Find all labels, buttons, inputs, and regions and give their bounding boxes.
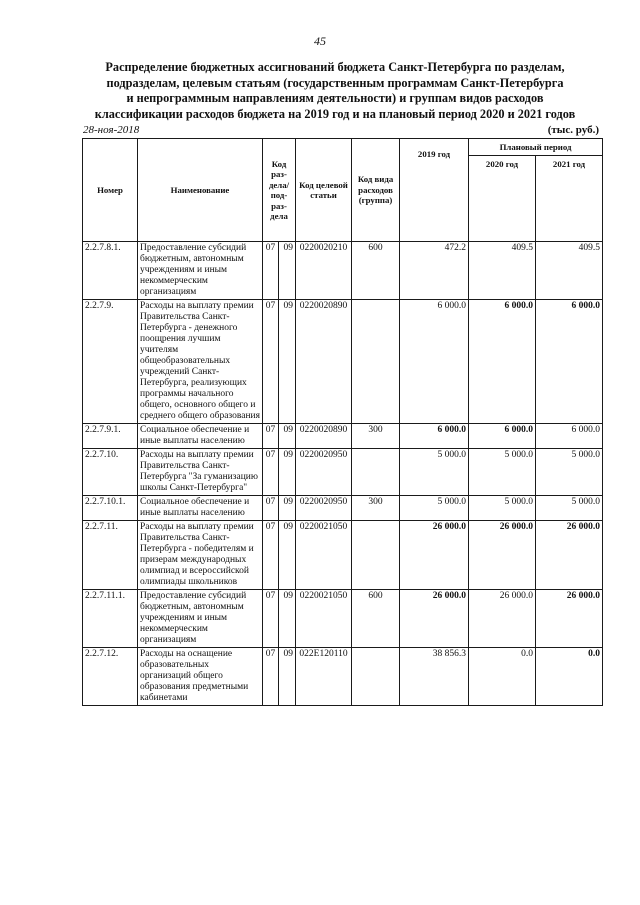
row-target: 0220020950 bbox=[296, 449, 352, 496]
row-subsection: 09 bbox=[279, 496, 296, 521]
row-2019: 26 000.0 bbox=[400, 521, 469, 590]
row-name: Предоставление субсидий бюджетным, автономным учреждениям и иным некоммерческим организациям bbox=[138, 590, 263, 648]
header-name: Наименование bbox=[138, 139, 263, 242]
row-target: 0220021050 bbox=[296, 521, 352, 590]
row-2020: 409.5 bbox=[469, 242, 536, 300]
row-target: 0220020210 bbox=[296, 242, 352, 300]
row-name: Предоставление субсидий бюджетным, автономным учреждениям и иным некоммерческим организациям bbox=[138, 242, 263, 300]
row-2021: 0.0 bbox=[536, 648, 603, 706]
row-2021: 5 000.0 bbox=[536, 449, 603, 496]
row-section: 07 bbox=[263, 590, 279, 648]
row-2020: 26 000.0 bbox=[469, 521, 536, 590]
row-target: 0220020890 bbox=[296, 300, 352, 424]
row-2019: 38 856.3 bbox=[400, 648, 469, 706]
row-number: 2.2.7.8.1. bbox=[83, 242, 138, 300]
header-number: Номер bbox=[83, 139, 138, 242]
row-target: 0220020950 bbox=[296, 496, 352, 521]
row-2021: 26 000.0 bbox=[536, 521, 603, 590]
row-section: 07 bbox=[263, 648, 279, 706]
row-2021: 26 000.0 bbox=[536, 590, 603, 648]
row-2020: 5 000.0 bbox=[469, 496, 536, 521]
header-expense-type: Код вида расходов (группа) bbox=[352, 139, 400, 242]
row-section: 07 bbox=[263, 496, 279, 521]
row-name: Расходы на выплату премии Правительства Санкт-Петербурга - денежного поощрения лучшим учителям общеобразовательных учреждений Санкт-Петербурга, реализующих программы начального общего, основного общего и среднего общего образования bbox=[138, 300, 263, 424]
table-row bbox=[83, 242, 603, 300]
row-number: 2.2.7.9.1. bbox=[83, 424, 138, 449]
row-2019: 5 000.0 bbox=[400, 496, 469, 521]
row-2020: 6 000.0 bbox=[469, 424, 536, 449]
row-type: 300 bbox=[352, 424, 400, 449]
document-title bbox=[70, 60, 600, 122]
row-2021: 6 000.0 bbox=[536, 424, 603, 449]
table-row bbox=[83, 449, 603, 496]
row-type: 600 bbox=[352, 590, 400, 648]
row-target: 0220020890 bbox=[296, 424, 352, 449]
row-subsection: 09 bbox=[279, 648, 296, 706]
row-type bbox=[352, 521, 400, 590]
row-2020: 6 000.0 bbox=[469, 300, 536, 424]
row-type bbox=[352, 449, 400, 496]
header-section: Код раз-дела/ под-раз-дела bbox=[263, 139, 296, 242]
row-2019: 6 000.0 bbox=[400, 300, 469, 424]
row-name: Расходы на выплату премии Правительства Санкт-Петербурга "За гуманизацию школы Санкт-Петербурга" bbox=[138, 449, 263, 496]
row-section: 07 bbox=[263, 424, 279, 449]
table-row bbox=[83, 496, 603, 521]
table-row bbox=[83, 300, 603, 424]
row-name: Расходы на выплату премии Правительства Санкт-Петербурга - победителям и призерам международных олимпиад и всероссийской олимпиады школьников bbox=[138, 521, 263, 590]
row-subsection: 09 bbox=[279, 449, 296, 496]
row-subsection: 09 bbox=[279, 521, 296, 590]
row-name: Расходы на оснащение образовательных организаций общего образования предметными кабинетами bbox=[138, 648, 263, 706]
row-subsection: 09 bbox=[279, 300, 296, 424]
row-name: Социальное обеспечение и иные выплаты населению bbox=[138, 496, 263, 521]
row-subsection: 09 bbox=[279, 242, 296, 300]
row-number: 2.2.7.10.1. bbox=[83, 496, 138, 521]
units-label: (тыс. руб.) bbox=[547, 124, 599, 136]
row-2021: 409.5 bbox=[536, 242, 603, 300]
row-2020: 5 000.0 bbox=[469, 449, 536, 496]
row-section: 07 bbox=[263, 300, 279, 424]
row-number: 2.2.7.12. bbox=[83, 648, 138, 706]
header-2019: 2019 год bbox=[400, 139, 469, 242]
row-type bbox=[352, 648, 400, 706]
row-2021: 5 000.0 bbox=[536, 496, 603, 521]
page-number: 45 bbox=[314, 34, 326, 48]
row-2019: 472.2 bbox=[400, 242, 469, 300]
document-date: 28-ноя-2018 bbox=[83, 124, 140, 136]
row-number: 2.2.7.9. bbox=[83, 300, 138, 424]
row-2020: 0.0 bbox=[469, 648, 536, 706]
title-line: классификации расходов бюджета на 2019 год и на плановый период 2020 и 2021 годов bbox=[94, 106, 576, 121]
row-number: 2.2.7.11.1. bbox=[83, 590, 138, 648]
budget-table bbox=[82, 138, 603, 706]
row-2019: 26 000.0 bbox=[400, 590, 469, 648]
header-2021: 2021 год bbox=[536, 156, 603, 242]
row-2019: 6 000.0 bbox=[400, 424, 469, 449]
row-section: 07 bbox=[263, 521, 279, 590]
row-number: 2.2.7.10. bbox=[83, 449, 138, 496]
row-type: 600 bbox=[352, 242, 400, 300]
row-target: 022E120110 bbox=[296, 648, 352, 706]
row-subsection: 09 bbox=[279, 590, 296, 648]
row-name: Социальное обеспечение и иные выплаты населению bbox=[138, 424, 263, 449]
table-row bbox=[83, 521, 603, 590]
table-row bbox=[83, 424, 603, 449]
header-planned-period: Плановый период bbox=[469, 139, 603, 156]
row-type: 300 bbox=[352, 496, 400, 521]
row-section: 07 bbox=[263, 242, 279, 300]
table-row bbox=[83, 590, 603, 648]
title-line: Распределение бюджетных ассигнований бюджета Санкт-Петербурга по разделам, bbox=[105, 60, 565, 74]
row-2020: 26 000.0 bbox=[469, 590, 536, 648]
title-line: и непрограммным направлениям деятельности) и группам видов расходов bbox=[126, 91, 544, 105]
header-target-article: Код целевой статьи bbox=[296, 139, 352, 242]
row-target: 0220021050 bbox=[296, 590, 352, 648]
header-row bbox=[83, 139, 603, 156]
header-2020: 2020 год bbox=[469, 156, 536, 242]
row-subsection: 09 bbox=[279, 424, 296, 449]
row-number: 2.2.7.11. bbox=[83, 521, 138, 590]
title-line: подразделам, целевым статьям (государственным программам Санкт-Петербурга bbox=[106, 75, 564, 90]
row-type bbox=[352, 300, 400, 424]
row-section: 07 bbox=[263, 449, 279, 496]
table-row bbox=[83, 648, 603, 706]
row-2021: 6 000.0 bbox=[536, 300, 603, 424]
row-2019: 5 000.0 bbox=[400, 449, 469, 496]
